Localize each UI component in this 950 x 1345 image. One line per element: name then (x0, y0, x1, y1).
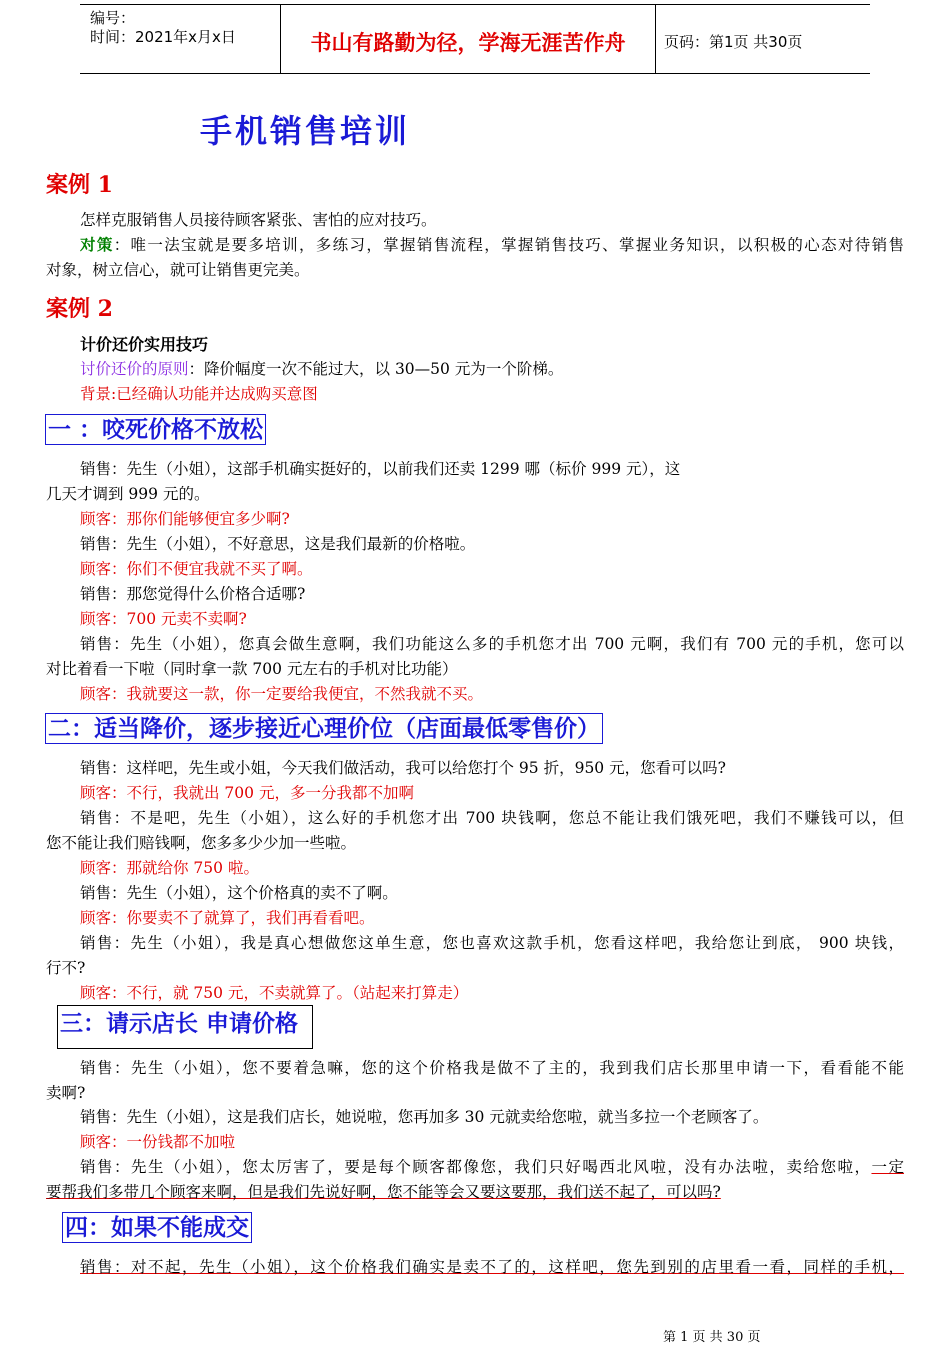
section1-line: 销售：先生（小姐），这部手机确实挺好的，以前我们还卖 1299 哪（标价 999 元），这 (80, 460, 681, 478)
section2-line: 顾客：不行，我就出 700 元，多一分我都不加啊 (80, 784, 414, 802)
section1-line: 销售：那您觉得什么价格合适哪? (80, 585, 306, 603)
section3-line: 顾客：一份钱都不加啦 (80, 1133, 236, 1151)
section1-line: 销售：先生（小姐），不好意思，这是我们最新的价格啦。 (80, 535, 476, 553)
document-date-label: 时间：2021年x月x日 (90, 28, 236, 46)
header-motto: 书山有路勤为径，学海无涯苦作舟 (310, 31, 626, 55)
principle-text: ：降价幅度一次不能过大，以 30—50 元为一个阶梯。 (188, 360, 564, 378)
section1-line: 几天才调到 999 元的。 (46, 485, 210, 503)
section2-line: 您不能让我们赔钱啊，您多多少少加一些啦。 (46, 834, 357, 852)
section3-line (46, 1155, 904, 1177)
case1-answer-label: 对策 (80, 235, 114, 254)
header-motto-cell (281, 5, 656, 73)
section2-line: 销售：先生（小姐），这个价格真的卖不了啊。 (80, 884, 398, 902)
section2-line: 销售：先生（小姐），我是真心想做您这单生意，您也喜欢这款手机，您看这样吧，我给您让到底， 900 块钱， (80, 934, 904, 952)
section4-heading: 四：如果不能成交 (62, 1212, 252, 1243)
section2-line: 顾客：不行，就 750 元，不卖就算了。（站起来打算走） (80, 984, 469, 1002)
section1-line: 顾客：你们不便宜我就不买了啊。 (80, 560, 313, 578)
document-title: 手机销售培训 (200, 112, 411, 150)
section4-line: 销售：对不起，先生（小姐），这个价格我们确实是卖不了的，这样吧，您先到别的店里看一看，同样的手机， (80, 1258, 904, 1276)
section2-line: 顾客：那就给你 750 啦。 (80, 859, 259, 877)
principle-label: 讨价还价的原则 (80, 360, 189, 378)
case1-heading: 案例 1 (46, 172, 113, 198)
section3-line: 销售：先生（小姐），您不要着急嘛，您的这个价格我是做不了主的，我到我们店长那里申请一下，看看能不能 (80, 1059, 904, 1077)
page-header (80, 4, 870, 74)
case2-background: 背景:已经确认功能并达成购买意图 (80, 385, 318, 403)
section1-line: 顾客：700 元卖不卖啊? (80, 610, 247, 628)
header-page-cell (656, 5, 870, 73)
case1-answer-text: ：唯一法宝就是要多培训，多练习，掌握销售流程，掌握销售技巧、掌握业务知识，以积极的心态对待销售 (113, 236, 904, 254)
case1-answer-line1 (46, 233, 904, 255)
section3-underlined-text: 一定 (871, 1158, 904, 1176)
section2-heading: 二：适当降价，逐步接近心理价位（店面最低零售价） (45, 713, 603, 744)
section3-line: 要帮我们多带几个顾客来啊，但是我们先说好啊，您不能等会又要这要那，我们送不起了，可以吗? (46, 1183, 721, 1201)
section3-heading: 三：请示店长 申请价格 (57, 1005, 313, 1049)
case2-heading: 案例 2 (46, 296, 113, 322)
case2-subtitle: 计价还价实用技巧 (80, 335, 209, 354)
section1-line: 顾客：那你们能够便宜多少啊? (80, 510, 290, 528)
section1-line: 顾客：我就要这一款，你一定要给我便宜，不然我就不买。 (80, 685, 484, 703)
page-footer: 第 1 页 共 30 页 (663, 1330, 761, 1345)
case2-principle (46, 357, 904, 379)
section3-line-text: 销售：先生（小姐），您太厉害了，要是每个顾客都像您，我们只好喝西北风啦，没有办法啦，卖给您啦， (80, 1158, 872, 1176)
section2-line: 行不? (46, 959, 86, 977)
section2-line: 顾客：你要卖不了就算了，我们再看看吧。 (80, 909, 375, 927)
header-page-number: 页码：第1页 共30页 (664, 33, 803, 51)
section3-line: 销售：先生（小姐），这是我们店长，她说啦，您再加多 30 元就卖给您啦，就当多拉一个老顾客了。 (80, 1108, 769, 1126)
case1-answer-line2: 对象，树立信心，就可让销售更完美。 (46, 261, 310, 279)
header-info-cell (80, 5, 281, 73)
section2-line: 销售：这样吧，先生或小姐，今天我们做活动，我可以给您打个 95 折，950 元，您看可以吗? (80, 759, 726, 777)
section2-line: 销售：不是吧，先生（小姐），这么好的手机您才出 700 块钱啊，您总不能让我们饿死吧，我们不赚钱可以，但 (80, 809, 904, 827)
case1-question: 怎样克服销售人员接待顾客紧张、害怕的应对技巧。 (80, 211, 437, 229)
section1-line: 对比着看一下啦（同时拿一款 700 元左右的手机对比功能） (46, 660, 458, 678)
section3-line: 卖啊? (46, 1084, 86, 1102)
section1-line: 销售：先生（小姐），您真会做生意啊，我们功能这么多的手机您才出 700 元啊，我们有 700 元的手机，您可以 (80, 635, 904, 653)
document-number-label: 编号： (90, 9, 136, 27)
section1-heading: 一 ：咬死价格不放松 (45, 414, 266, 445)
